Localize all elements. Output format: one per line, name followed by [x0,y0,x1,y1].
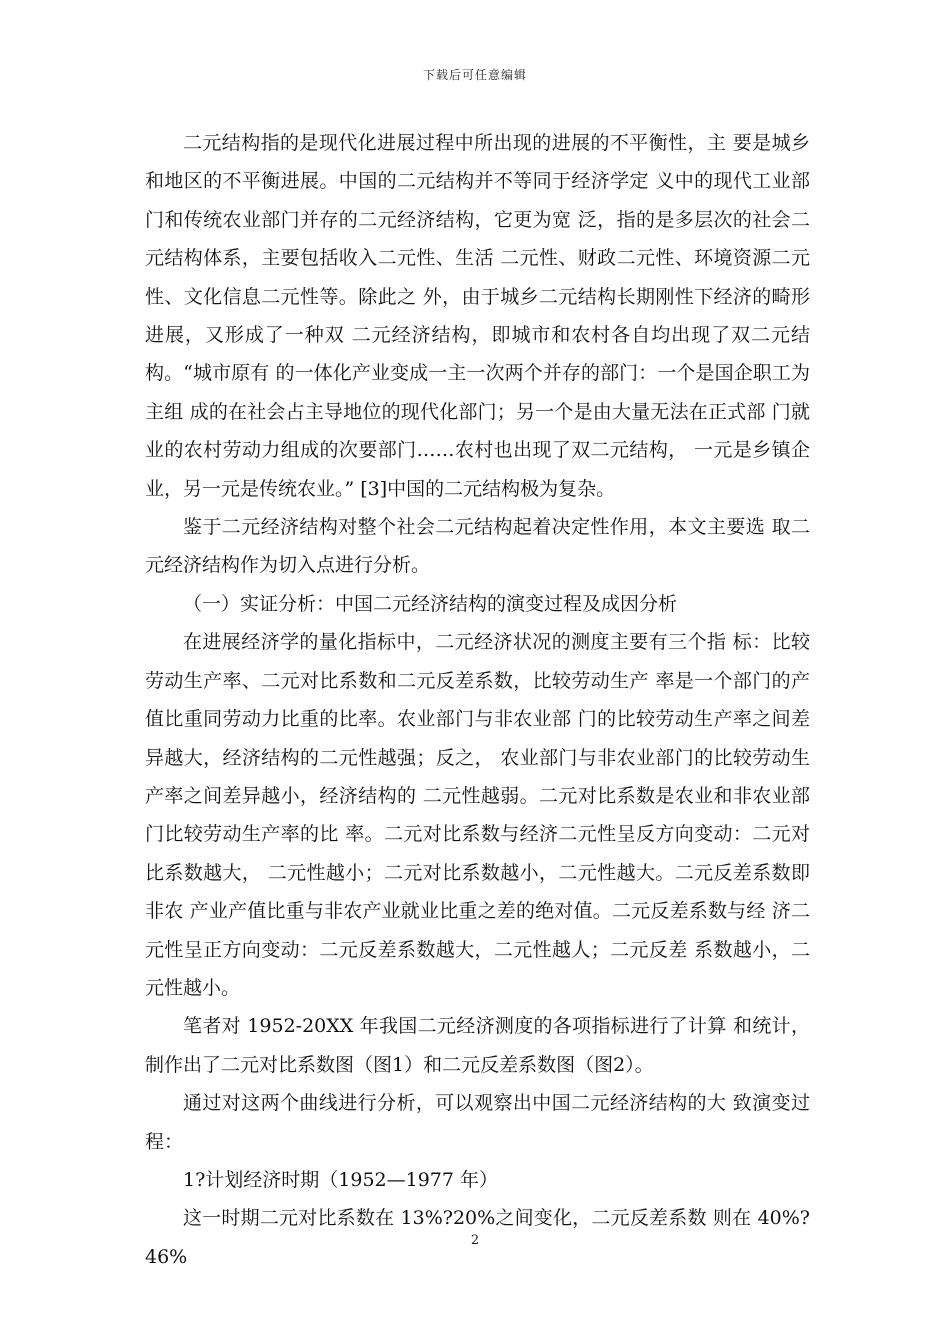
page-header: 下载后可任意编辑 [422,68,527,82]
section-heading: （一）实证分析：中国二元经济结构的演变过程及成因分析 [183,592,678,615]
paragraph-dual-structure-definition: 二元结构指的是现代化进展过程中所出现的进展的不平衡性，主 要是城乡和地区的不平衡进展。中国的二元结构并不等同于经济学定 义中的现代工业部门和传统农业部门并存的二元经济结构，它更为宽 泛，指的是多层次的社会二元结构体系，主要包括收入二元性、生活 二元性、财政二元性、环境资源二元性、文化信息二元性等。除此之 外，由于城乡二元结构长期刚性下经济的畸形进展，又形成了一种双 二元经济结构，即城市和农村各自均出现了双二元结构。“城市原有 的一体化产业变成一主一次两个并存的部门：一个是国企职工为主组 成的在社会占主导地位的现代化部门；另一个是由大量无法在正式部 门就业的农村劳动力组成的次要部门……农村也出现了双二元结构， 一元是乡镇企业，另一元是传统农业。” [3]中国的二元结构极为复杂。 [145,132,810,500]
page-number: 2 [470,1233,480,1248]
paragraph-statistics-figures: 笔者对 1952-20XX 年我国二元经济测度的各项指标进行了计算 和统计，制作出了二元对比系数图（图1）和二元反差系数图（图2）。 [145,1015,810,1076]
paragraph-period-coefficients: 这一时期二元对比系数在 13%?20%之间变化，二元反差系数 则在 40%?46% [145,1207,810,1268]
paragraph-analysis-focus: 鉴于二元经济结构对整个社会二元结构起着决定性作用，本文主要选 取二元经济结构作为切入点进行分析。 [145,516,810,577]
paragraph-measurement-indicators: 在进展经济学的量化指标中，二元经济状况的测度主要有三个指 标：比较劳动生产率、二元对比系数和二元反差系数，比较劳动生产 率是一个部门的产值比重同劳动力比重的比率。农业部门与非农业部 门的比较劳动生产率之间差异越大，经济结构的二元性越强；反之， 农业部门与非农业部门的比较劳动生产率之间差异越小，经济结构的 二元性越弱。二元对比系数是农业和非农业部门比较劳动生产率的比 率。二元对比系数与经济二元性呈反方向变动：二元对比系数越大， 二元性越小；二元对比系数越小，二元性越大。二元反差系数即非农 产业产值比重与非农产业就业比重之差的绝对值。二元反差系数与经 济二元性呈正方向变动：二元反差系数越大，二元性越人；二元反差 系数越小，二元性越小。 [145,631,810,999]
document-body [145,124,810,1276]
paragraph-curve-analysis: 通过对这两个曲线进行分析，可以观察出中国二元经济结构的大 致演变过程： [145,1092,810,1153]
subheading-planned-economy: 1?计划经济时期（1952—1977 年） [183,1168,499,1191]
